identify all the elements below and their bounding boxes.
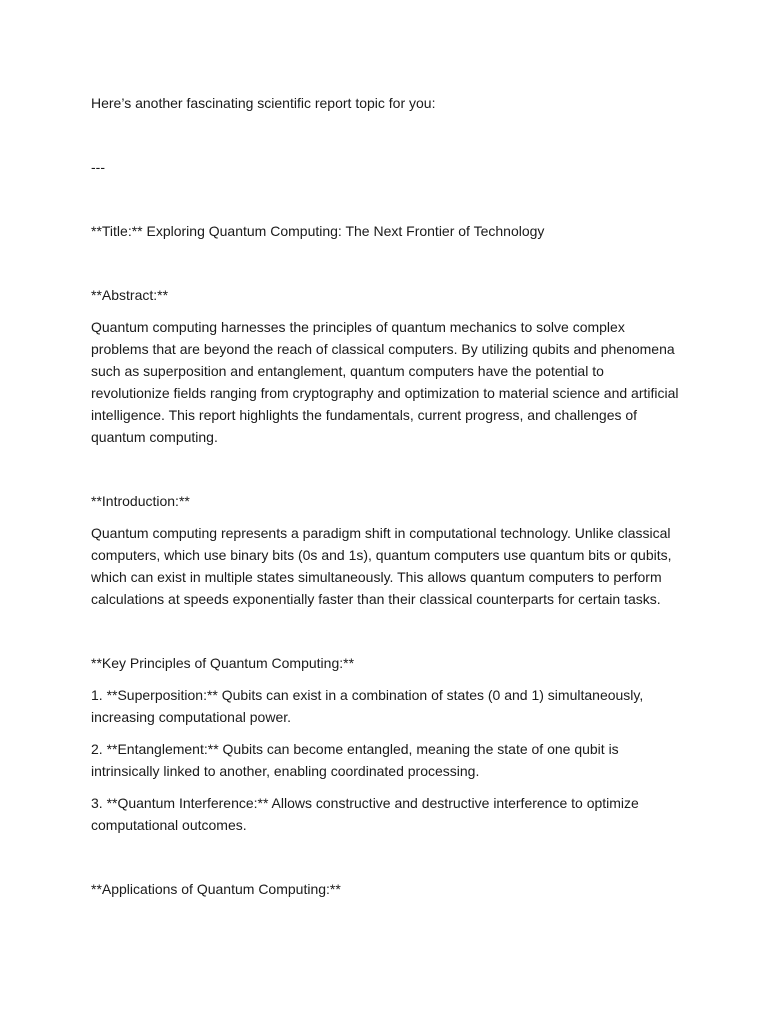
document-body — [91, 92, 681, 900]
applications-heading: **Applications of Quantum Computing:** — [91, 881, 341, 897]
introduction-heading: **Introduction:** — [91, 493, 190, 509]
separator-line: --- — [91, 159, 105, 175]
principles-heading: **Key Principles of Quantum Computing:** — [91, 655, 355, 671]
principle-item-interference: 3. **Quantum Interference:** Allows constructive and destructive interference to optimize computational outcomes. — [91, 795, 639, 833]
principle-item-entanglement: 2. **Entanglement:** Qubits can become entangled, meaning the state of one qubit is intrinsically linked to another, enabling coordinated processing. — [91, 741, 619, 779]
introduction-paragraph: Quantum computing represents a paradigm shift in computational technology. Unlike classical computers, which use binary bits (0s and 1s), quantum computers use quantum bits or qubits, which can exist in multiple states simultaneously. This allows quantum computers to perform calculations at speeds exponentially faster than their classical counterparts for certain tasks. — [91, 525, 672, 607]
principle-item-superposition: 1. **Superposition:** Qubits can exist in a combination of states (0 and 1) simultaneously, increasing computational power. — [91, 687, 644, 725]
abstract-paragraph: Quantum computing harnesses the principles of quantum mechanics to solve complex problems that are beyond the reach of classical computers. By utilizing qubits and phenomena such as superposition and entanglement, quantum computers have the potential to revolutionize fields ranging from cryptography and optimization to material science and artificial intelligence. This report highlights the fundamentals, current progress, and challenges of quantum computing. — [91, 319, 679, 445]
abstract-heading: **Abstract:** — [91, 287, 169, 303]
intro-line: Here’s another fascinating scientific report topic for you: — [91, 95, 436, 111]
report-title: **Title:** Exploring Quantum Computing: The Next Frontier of Technology — [91, 223, 545, 239]
